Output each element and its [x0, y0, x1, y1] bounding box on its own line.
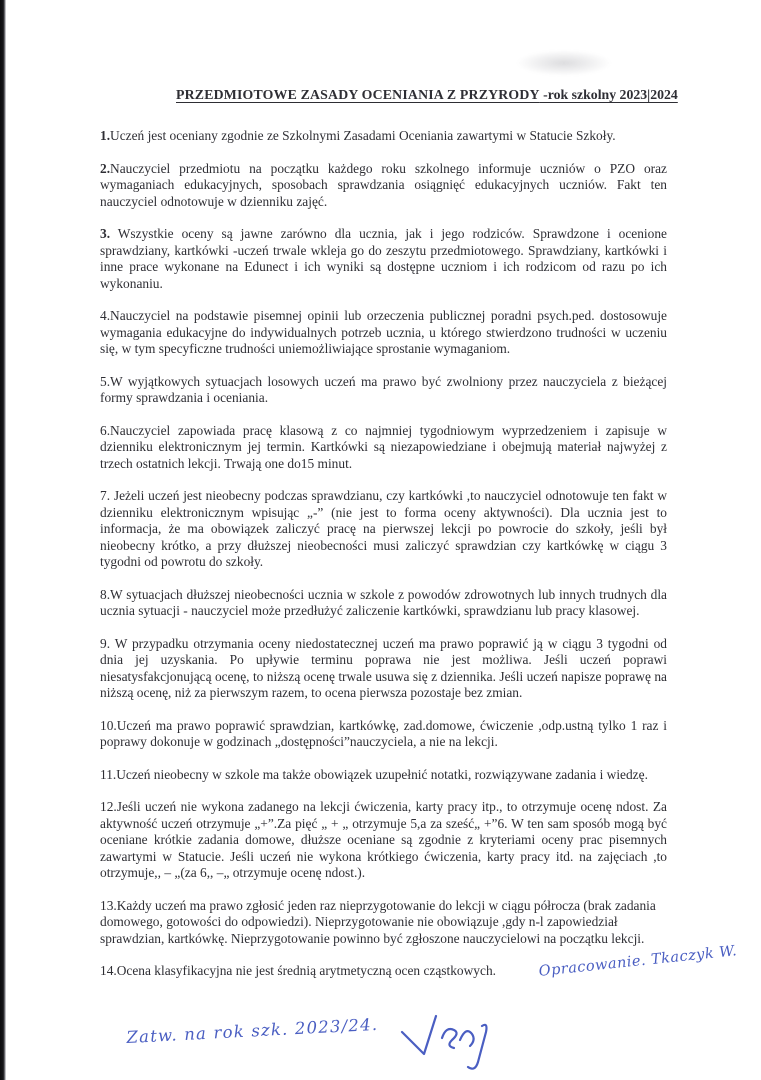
document-title-main: PRZEDMIOTOWE ZASADY OCENIANIA Z PRZYRODY: [176, 87, 540, 102]
scan-edge-artifact: [0, 0, 6, 1080]
document-page: [100, 86, 678, 996]
paragraph-13: [100, 898, 667, 948]
paragraph-14-number: 14.: [100, 963, 117, 978]
paragraph-1-text: Uczeń jest oceniany zgodnie ze Szkolnymi Zasadami Oceniania zawartymi w Statucie Szkoły.: [110, 128, 616, 143]
paragraph-9-text: W przypadku otrzymania oceny niedostatecznej uczeń ma prawo poprawić ją w ciągu 3 tygodni od dnia jej uzyskania. Po upływie terminu poprawa nie jest możliwa. Jeśli uczeń poprawi niesatysfakcjonującą ocenę, to niższą ocenę trwale usuwa się z dziennika. Jeśli uczeń napisze poprawę na niższą ocenę, niż za pierwszym razem, to ocena pierwsza pozostaje bez zmian.: [100, 635, 667, 700]
paragraph-7-text: Jeżeli uczeń jest nieobecny podczas sprawdzianu, czy kartkówki ,to nauczyciel odnotowuje ten fakt w dzienniku elektronicznym wpisując „-” (nie jest to forma oceny aktywności). Dla ucznia jest to informacja, że ma obowiązek zaliczyć pracę na pierwszej lekcji po powrocie do szkoły, jeśli był nieobecny krótko, a przy dłuższej nieobecności musi zaliczyć sprawdzian czy kartkówkę w ciągu 3 tygodni od powrotu do szkoły.: [100, 488, 667, 569]
paragraph-6: [100, 423, 667, 473]
paragraph-10-number: 10.: [100, 717, 117, 733]
document-title: [100, 86, 678, 104]
paragraph-2-text: Nauczyciel przedmiotu na początku każdego roku szkolnego informuje uczniów o PZO oraz wymaganiach edukacyjnych, sposobach sprawdzania osiągnięć edukacyjnych uczniów. Fakt ten nauczyciel odnotowuje w dzienniku zajęć.: [100, 160, 667, 209]
paragraph-8-number: 8.: [100, 586, 111, 602]
paragraph-6-number: 6.: [100, 422, 111, 438]
signature-scribble-icon: [398, 1008, 508, 1070]
paragraph-7-number: 7.: [100, 488, 111, 503]
paragraph-6-text: Nauczyciel zapowiada pracę klasową z co najmniej tygodniowym wyprzedzeniem i zapisuje w dzienniku elektronicznym jej termin. Kartkówki są niezapowiedziane i obejmują materiał najwyżej z trzech ostatnich lekcji. Trwają one do15 minut.: [100, 422, 667, 471]
paragraph-8: [100, 587, 667, 620]
scan-smudge: [516, 50, 612, 76]
paragraph-10: [100, 718, 667, 751]
paragraph-5: [100, 374, 667, 407]
handwritten-prepared-by-note: Opracowanie. Tkaczyk W.: [538, 943, 738, 980]
paragraph-8-text: W sytuacjach dłuższej nieobecności ucznia w szkole z powodów zdrowotnych lub innych trudnych dla ucznia sytuacji - nauczyciel może przedłużyć zaliczenie kartkówki, sprawdzianu lub pracy klasowej.: [100, 586, 667, 618]
paragraph-9: [100, 636, 667, 702]
paragraph-4: [100, 308, 667, 358]
handwritten-signature: [398, 1008, 508, 1070]
handwritten-approval-note: Zatw. na rok szk. 2023/24.: [126, 1014, 379, 1047]
paragraph-4-text: Nauczyciel na podstawie pisemnej opinii lub orzeczenia publicznej poradni psych.ped. dostosowuje wymagania edukacyjne do indywidualnych potrzeb ucznia, u którego stwierdzono trudności w uczeniu się, w tym specyficzne trudności uniemożliwiające sprostanie wymaganiom.: [100, 308, 667, 356]
paragraph-1: [100, 128, 667, 145]
paragraph-14-text: Ocena klasyfikacyjna nie jest średnią arytmetyczną ocen cząstkowych.: [116, 963, 496, 978]
paragraph-13-number: 13.: [100, 897, 117, 913]
paragraph-5-text: W wyjątkowych sytuacjach losowych uczeń ma prawo być zwolniony przez nauczyciela z bieżącej formy sprawdzania i oceniania.: [100, 373, 667, 405]
paragraph-7: [100, 488, 667, 571]
paragraph-1-number: 1.: [100, 128, 111, 143]
paragraph-11: [100, 767, 667, 784]
paragraph-13-text: Każdy uczeń ma prawo zgłosić jeden raz nieprzygotowanie do lekcji w ciągu półrocza (brak zadania domowego, gotowości do odpowiedzi). Nieprzygotowanie nie obowiązuje ,gdy n-l zapowiedział sprawdzian, kartkówkę. Nieprzygotowanie powinno być zgłoszone nauczycielowi na początku lekcji.: [100, 897, 656, 946]
paragraph-10-text: Uczeń ma prawo poprawić sprawdzian, kartkówkę, zad.domowe, ćwiczenie ,odp.ustną tylko 1 raz i poprawy dokonuje w godzinach „dostępności”nauczyciela, a nie na lekcji.: [100, 717, 667, 749]
paragraph-2: [100, 161, 667, 211]
paragraph-12-number: 12.: [100, 799, 117, 814]
paragraph-3-text: Wszystkie oceny są jawne zarówno dla ucznia, jak i jego rodziców. Sprawdzone i ocenione sprawdziany, kartkówki -uczeń trwale wkleja go do zeszytu przedmiotowego. Sprawdziany, kartkówki i inne prace wykonane na Edunect i ich wyniki są dostępne uczniom i ich rodzicom od razu po ich wykonaniu.: [100, 226, 667, 291]
paragraph-11-number: 11.: [100, 766, 117, 782]
paragraph-4-number: 4.: [100, 308, 111, 323]
paragraph-3: [100, 226, 667, 292]
paragraph-12-text: Jeśli uczeń nie wykona zadanego na lekcji ćwiczenia, karty pracy itp., to otrzymuje ocenę ndost. Za aktywność uczeń otrzymuje „+”.Za pięć „ + „ otrzymuje 5,a za sześć„ +”6. W ten sam sposób mogą być oceniane krótkie zadania domowe, dłuższe oceniane są zgodnie z kryteriami oceny prac pisemnych zawartymi w Statucie. Jeśli uczeń nie wykona krótkiego ćwiczenia, karty pracy itd. na zajęciach ,to otrzymuje,, – „(za 6,, –„ otrzymuje ocenę ndost.).: [100, 799, 667, 880]
paragraph-2-number: 2.: [100, 160, 111, 176]
paragraph-9-number: 9.: [100, 635, 111, 651]
paragraph-12: [100, 799, 667, 882]
paragraph-5-number: 5.: [100, 373, 111, 389]
document-title-suffix: -rok szkolny 2023|2024: [539, 87, 678, 102]
paragraph-3-number: 3.: [100, 226, 111, 241]
paragraph-11-text: Uczeń nieobecny w szkole ma także obowiązek uzupełnić notatki, rozwiązywane zadania i wiedzę.: [116, 766, 648, 782]
